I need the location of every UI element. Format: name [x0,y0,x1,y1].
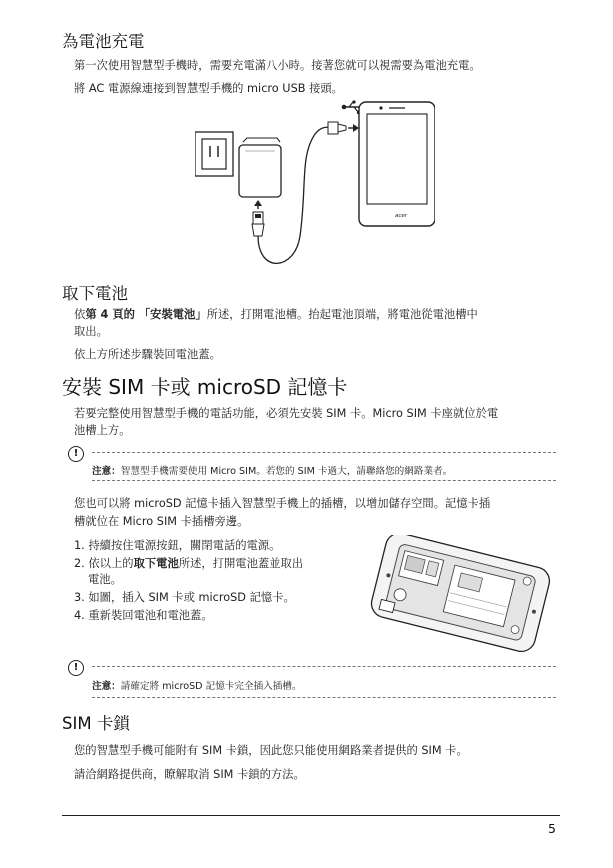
phone-brand-label: acer [395,213,408,219]
heading-remove-battery: 取下電池 [62,284,128,303]
note-divider-bottom [92,480,556,481]
smartphone-icon [359,102,435,226]
note-icon: ! [68,660,84,676]
wall-outlet-icon [195,132,233,176]
paragraph-sim-intro-cont: 池槽上方。 [74,424,131,437]
heading-sim-lock: SIM 卡鎖 [62,714,130,733]
micro-usb-connector-icon [328,122,346,134]
note-divider-top [92,452,556,453]
sim-card-illustration [366,535,552,653]
paragraph-microsd: 您也可以將 microSD 記憶卡插入智慧型手機上的插槽，以增加儲存空間。記憶卡插 [74,497,491,510]
footer-divider [62,815,560,816]
note-divider-bottom [92,697,556,698]
paragraph-sim-intro: 若要完整使用智慧型手機的電話功能，必須先安裝 SIM 卡。Micro SIM 卡座就位於電 [74,407,499,420]
paragraph-microsd-cont: 槽就位在 Micro SIM 卡插槽旁邊。 [74,515,249,528]
arrow-right-icon [353,124,359,132]
link-install-battery: 第 4 頁的 「安裝電池」 [85,308,207,321]
usb-plug-icon [252,212,264,236]
list-item: 2. 依以上的取下電池所述，打開電池蓋並取出 [74,557,304,570]
heading-install-sim: 安裝 SIM 卡或 microSD 記憶卡 [62,375,348,399]
arrow-up-icon [254,200,262,206]
paragraph-remove-battery-cont: 取出。 [74,325,108,338]
note-micro-sim: 注意：智慧型手機需要使用 Micro SIM。若您的 SIM 卡過大，請聯絡您的網路業者。 [92,466,453,477]
page-number: 5 [548,821,556,836]
note-icon: ! [68,446,84,462]
list-item-cont: 電池。 [88,573,122,586]
note-divider-top [92,666,556,667]
list-item: 1. 持續按住電源按鈕，關閉電話的電源。 [74,539,281,552]
heading-charge-battery: 為電池充電 [62,32,145,51]
charger-adapter-icon [239,138,281,197]
paragraph-replace-cover: 依上方所述步驟裝回電池蓋。 [74,348,221,361]
list-item: 4. 重新裝回電池和電池蓋。 [74,609,213,622]
paragraph-sim-lock-contact: 請洽網路提供商，瞭解取消 SIM 卡鎖的方法。 [74,768,305,781]
list-item: 3. 如圖，插入 SIM 卡或 microSD 記憶卡。 [74,591,295,604]
paragraph-connect-cable: 將 AC 電源線連接到智慧型手機的 micro USB 接頭。 [74,82,343,95]
paragraph-remove-battery: 依第 4 頁的 「安裝電池」所述，打開電池槽。抬起電池頂端，將電池從電池槽中 [74,308,478,321]
note-microsd: 注意：請確定將 microSD 記憶卡完全插入插槽。 [92,681,302,692]
charging-illustration [195,96,435,274]
paragraph-charge-intro: 第一次使用智慧型手機時，需要充電滿八小時。接著您就可以視需要為電池充電。 [74,59,481,72]
paragraph-sim-lock: 您的智慧型手機可能附有 SIM 卡鎖，因此您只能使用網路業者提供的 SIM 卡。 [74,744,468,757]
